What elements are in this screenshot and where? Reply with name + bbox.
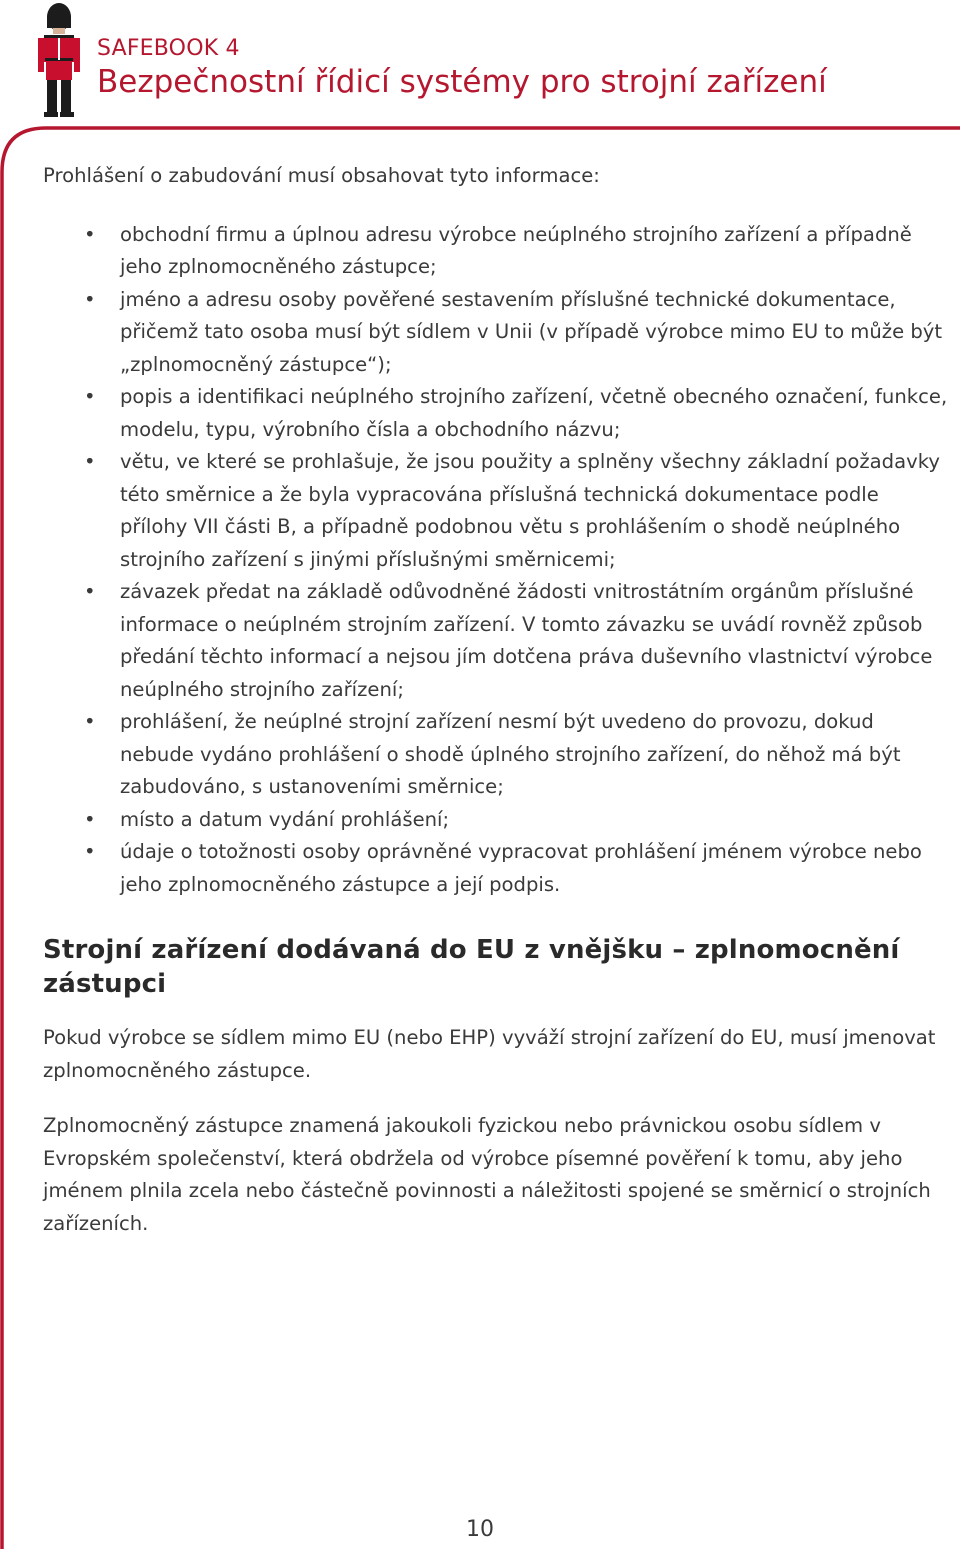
page-title: Bezpečnostní řídicí systémy pro strojní zařízení [97, 64, 827, 100]
royal-guard-icon [38, 2, 80, 118]
list-item [43, 804, 948, 837]
list-item [43, 576, 948, 706]
list-item [43, 446, 948, 576]
bullet-icon: • [84, 222, 96, 246]
bullet-icon: • [84, 385, 96, 408]
list-item [43, 706, 948, 804]
list-item [43, 219, 948, 284]
bullet-icon: • [84, 840, 96, 863]
bullet-icon: • [84, 287, 96, 311]
list-item-text: jméno a adresu osoby pověřené sestavením příslušné technické dokumentace, přičemž tato osoba musí být sídlem v Unii (v případě výrobce mimo EU to může být „zplnomocněný zástupce“); [120, 287, 943, 376]
intro-text: Prohlášení o zabudování musí obsahovat tyto informace: [43, 164, 600, 187]
list-item [43, 381, 948, 446]
list-item-text: větu, ve které se prohlašuje, že jsou použity a splněny všechny základní požadavky této směrnice a že byla vypracována příslušná technická dokumentace podle přílohy VII části B, a případně podobnou větu s prohlášením o shodě neúplného strojního zařízení s jinými příslušnými směrnicemi; [120, 450, 940, 571]
list-item-text: místo a datum vydání prohlášení; [120, 807, 450, 831]
bullet-icon: • [84, 450, 96, 473]
bullet-icon: • [84, 807, 96, 831]
section-heading: Strojní zařízení dodávaná do EU z vnějšku – zplnomocnění zástupci [43, 935, 900, 999]
document-body [43, 160, 948, 1263]
list-item [43, 284, 948, 382]
bullet-icon: • [84, 580, 96, 603]
series-name: SAFEBOOK 4 [97, 36, 240, 61]
requirements-list [43, 219, 948, 902]
bullet-icon: • [84, 710, 96, 733]
list-item [43, 836, 948, 901]
list-item-text: popis a identifikaci neúplného strojního zařízení, včetně obecného označení, funkce, modelu, typu, výrobního čísla a obchodního názvu; [120, 385, 948, 441]
list-item-text: závazek předat na základě odůvodněné žádosti vnitrostátním orgánům příslušné informace o neúplném strojním zařízení. V tomto závazku se uvádí rovněž způsob předání těchto informací a nejsou jím dotčena práva duševního vlastnictví výrobce neúplného strojního zařízení; [120, 580, 933, 701]
list-item-text: údaje o totožnosti osoby oprávněné vypracovat prohlášení jménem výrobce nebo jeho zplnomocněného zástupce a její podpis. [120, 840, 922, 896]
paragraph: Zplnomocněný zástupce znamená jakoukoli fyzickou nebo právnickou osobu sídlem v Evropském společenství, která obdržela od výrobce písemné pověření k tomu, aby jeho jménem plnila zcela nebo částečně povinnosti a náležitosti spojené se směrnicí o strojních zařízeních. [43, 1114, 931, 1235]
paragraph: Pokud výrobce se sídlem mimo EU (nebo EHP) vyváží strojní zařízení do EU, musí jmenovat zplnomocněného zástupce. [43, 1026, 936, 1082]
list-item-text: prohlášení, že neúplné strojní zařízení nesmí být uvedeno do provozu, dokud nebude vydáno prohlášení o shodě úplného strojního zařízení, do něhož má být zabudováno, s ustanoveními směrnice; [120, 710, 901, 798]
list-item-text: obchodní firmu a úplnou adresu výrobce neúplného strojního zařízení a případně jeho zplnomocněného zástupce; [120, 222, 912, 278]
page-number: 10 [466, 1517, 494, 1542]
